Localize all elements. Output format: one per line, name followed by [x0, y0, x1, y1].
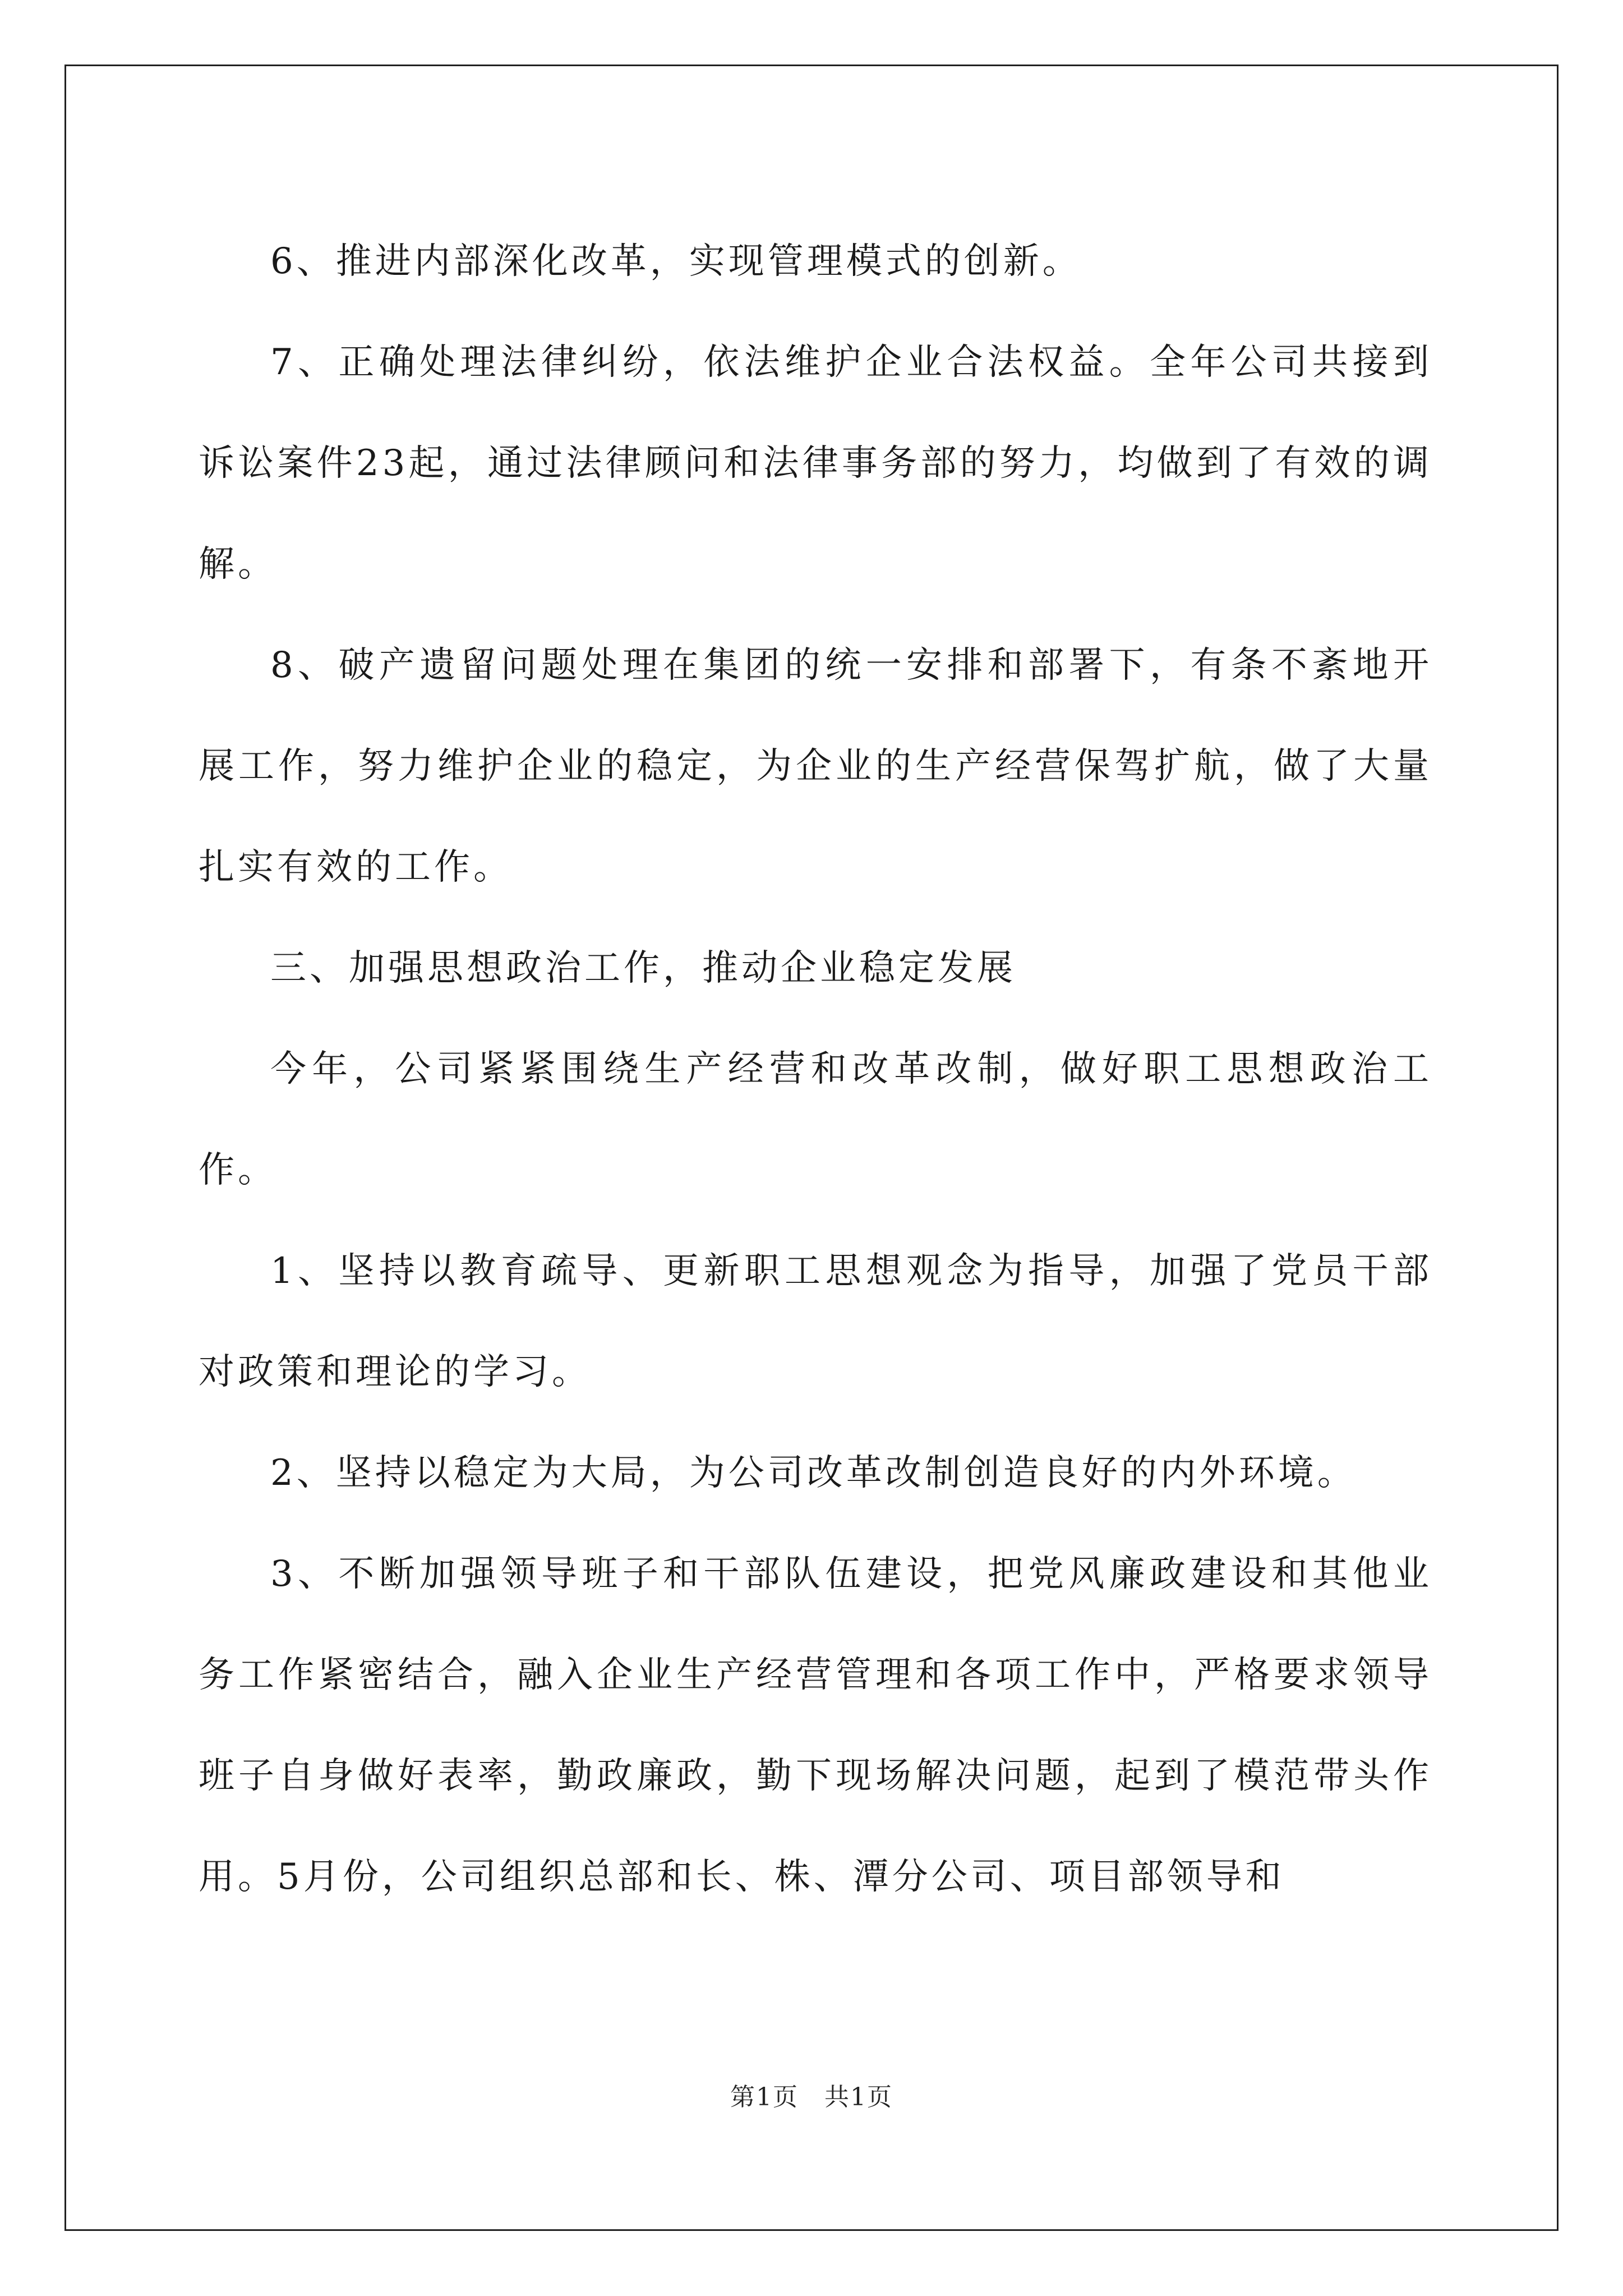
paragraph-item-2: 2、坚持以稳定为大局，为公司改革改制创造良好的内外环境。	[270, 1452, 1357, 1494]
section-heading: 三、加强思想政治工作，推动企业稳定发展	[270, 947, 1016, 989]
paragraph-item-7: 7、正确处理法律纠纷，依法维护企业合法权益。全年公司共接到诉讼案件23起，通过法律顾问和法律事务部的努力，均做到了有效的调解。	[199, 342, 1432, 585]
paragraph-item-6: 6、推进内部深化改革，实现管理模式的创新。	[270, 241, 1082, 282]
page-footer: 第1页 共1页	[730, 2083, 893, 2111]
paragraph-item-1: 1、坚持以教育疏导、更新职工思想观念为指导，加强了党员干部对政策和理论的学习。	[199, 1250, 1432, 1393]
paragraph-item-8: 8、破产遗留问题处理在集团的统一安排和部署下，有条不紊地开展工作，努力维护企业的稳定，为企业的生产经营保驾扩航，做了大量扎实有效的工作。	[199, 645, 1432, 888]
document-body	[199, 211, 1432, 1927]
paragraph-intro: 今年，公司紧紧围绕生产经营和改革改制，做好职工思想政治工作。	[199, 1048, 1432, 1191]
paragraph-item-3: 3、不断加强领导班子和干部队伍建设，把党风廉政建设和其他业务工作紧密结合，融入企业生产经营管理和各项工作中，严格要求领导班子自身做好表率，勤政廉政，勤下现场解决问题，起到了模范带头作用。5月份，公司组织总部和长、株、潭分公司、项目部领导和	[199, 1553, 1432, 1898]
